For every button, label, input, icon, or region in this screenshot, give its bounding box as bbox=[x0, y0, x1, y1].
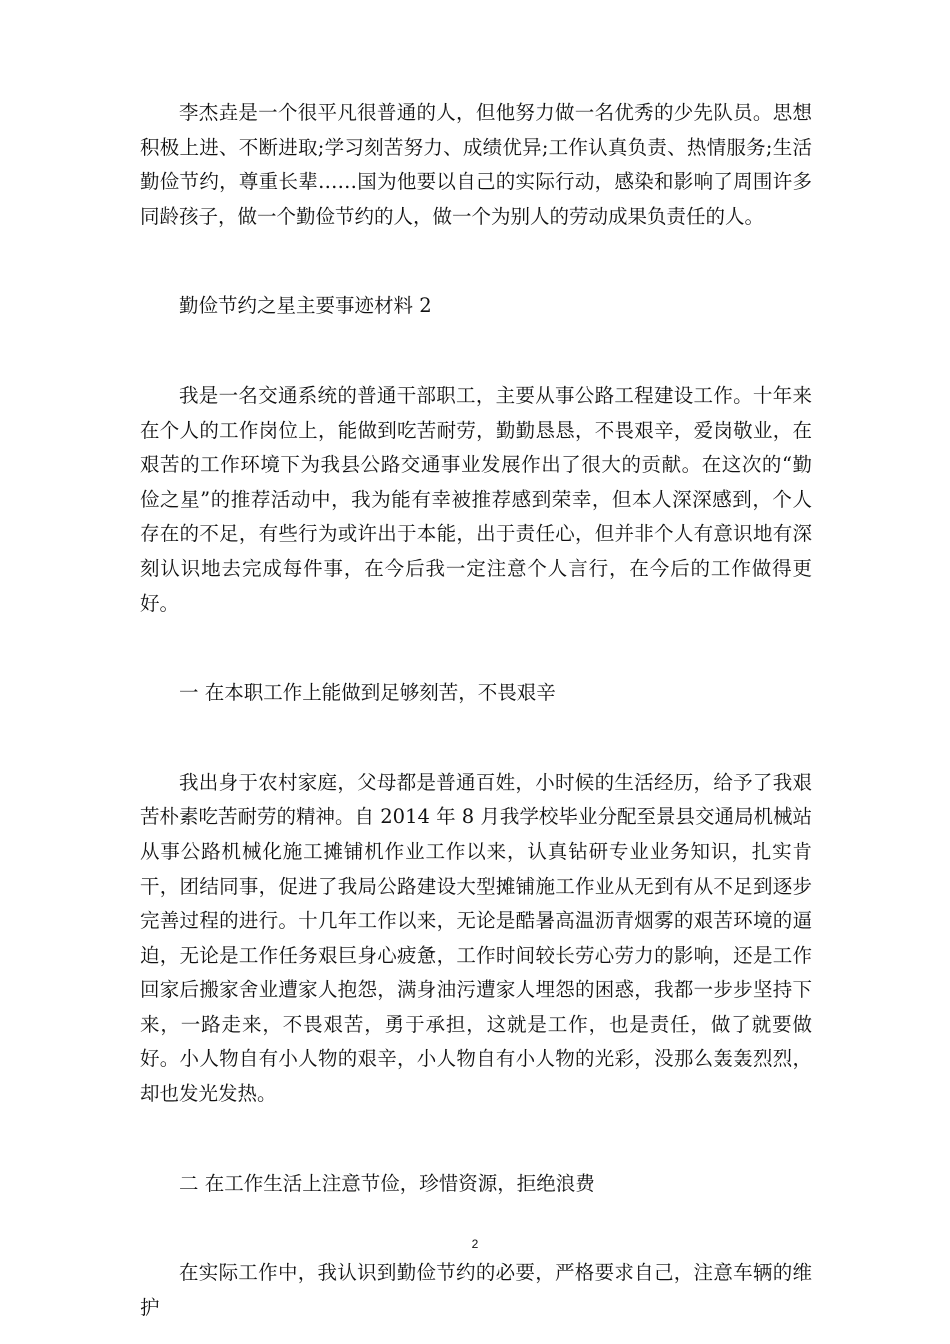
document-body bbox=[140, 96, 812, 1325]
paragraph-gap bbox=[140, 234, 812, 289]
page-number: 2 bbox=[471, 1237, 479, 1251]
paragraph-thrift: 在实际工作中，我认识到勤俭节约的必要，严格要求自己，注意车辆的维护 bbox=[140, 1261, 812, 1319]
paragraph-intro: 我是一名交通系统的普通干部职工，主要从事公路工程建设工作。十年来在个人的工作岗位上，能做到吃苦耐劳，勤勤恳恳，不畏艰辛，爱岗敬业，在艰苦的工作环境下为我县公路交通事业发展作出了很大的贡献。在这次的“勤俭之星”的推荐活动中，我为能有幸被推荐感到荣幸，但本人深深感到，个人存在的不足，有些行为或许出于本能，出于责任心，但并非个人有意识地有深刻认识地去完成每件事，在今后我一定注意个人言行，在今后的工作做得更好。 bbox=[140, 383, 812, 615]
subheading-one: 一 在本职工作上能做到足够刻苦，不畏艰辛 bbox=[179, 681, 556, 705]
section-title: 勤俭节约之星主要事迹材料 2 bbox=[179, 294, 432, 318]
paragraph-li-jieyao: 李杰垚是一个很平凡很普通的人，但他努力做一名优秀的少先队员。思想积极上进、不断进取;学习刻苦努力、成绩优异;工作认真负责、热情服务;生活勤俭节约，尊重长辈……国为他要以自己的实际行动，感染和影响了周围许多同龄孩子，做一个勤俭节约的人，做一个为别人的劳动成果负责任的人。 bbox=[140, 101, 812, 228]
paragraph-gap bbox=[140, 621, 812, 676]
paragraph-gap bbox=[140, 711, 812, 766]
subheading-two: 二 在工作生活上注意节俭，珍惜资源，拒绝浪费 bbox=[179, 1171, 595, 1195]
paragraph-gap bbox=[140, 324, 812, 379]
paragraph-gap bbox=[140, 1112, 812, 1167]
paragraph-hardship: 我出身于农村家庭，父母都是普通百姓，小时候的生活经历，给予了我艰苦朴素吃苦耐劳的精神。自 2014 年 8 月我学校毕业分配至景县交通局机械站从事公路机械化施工摊铺机作业工作以来，认真钻研专业业务知识，扎实肯干，团结同事，促进了我局公路建设大型摊铺施工作业从无到有从不足到逐步完善过程的进行。十几年工作以来，无论是酷暑高温沥青烟雾的艰苦环境的逼迫，无论是工作任务艰巨身心疲惫，工作时间较长劳心劳力的影响，还是工作回家后搬家舍业遭家人抱怨，满身油污遭家人埋怨的困惑，我都一步步坚持下来，一路走来，不畏艰苦，勇于承担，这就是工作，也是责任，做了就要做好。小人物自有小人物的艰辛，小人物自有小人物的光彩，没那么轰轰烈烈，却也发光发热。 bbox=[140, 770, 812, 1106]
